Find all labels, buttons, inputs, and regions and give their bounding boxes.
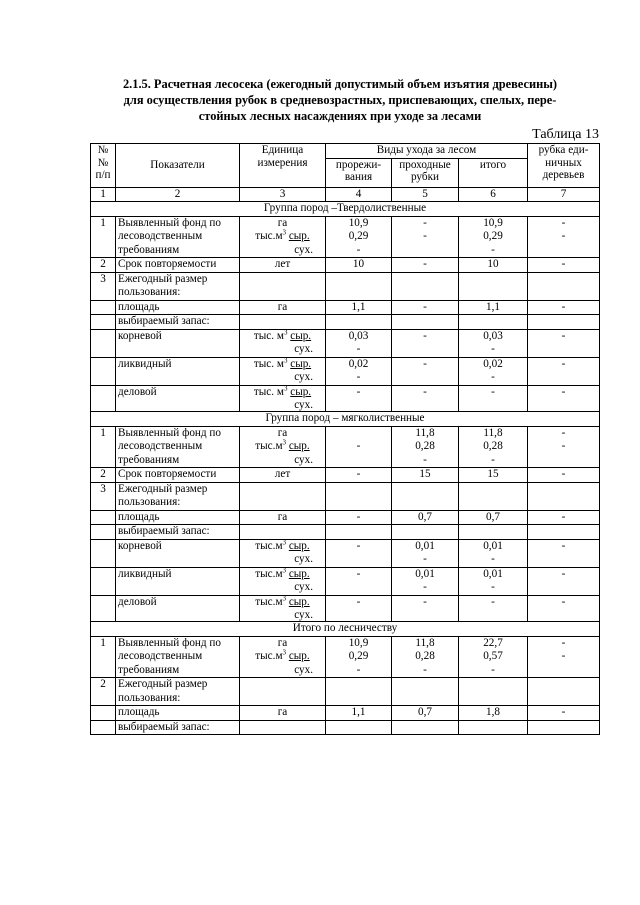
table-row: корневой тыс. $м^3$ сыр. сух. 0,03 - - 0,03 - -: [91, 329, 600, 357]
row-label: Выявленный фонд по лесоводственным требованиям: [116, 216, 240, 258]
row-unit: га $тыс.м^3$ сыр. сух.: [240, 636, 326, 678]
table-row: 1 Выявленный фонд по лесоводственным требованиям га $тыс.м^3$ сыр. сух. - 11,8 0,28 - 11,8 0,28 - - -: [91, 426, 600, 468]
table-row: ликвидный тыс. $м^3$ сыр. сух. 0,02 - - 0,02 - -: [91, 357, 600, 385]
table-row: 2 Ежегодный размер пользования:: [91, 678, 600, 706]
table-row: ликвидный $тыс.м^3$ сыр. сух. - 0,01 - 0,01 - -: [91, 567, 600, 595]
table-row: площадь га 1,1 - 1,1 -: [91, 300, 600, 315]
table-row: выбираемый запас:: [91, 525, 600, 540]
header-unit: Единица измерения: [240, 144, 326, 188]
header-passage-cutting: проходные рубки: [392, 158, 459, 187]
row-label: Выявленный фонд по лесоводственным требованиям: [116, 636, 240, 678]
group-row: Итого по лесничеству: [91, 622, 600, 637]
table-row: деловой тыс. $м^3$ сыр. сух. - - - -: [91, 385, 600, 412]
table-row: 1 Выявленный фонд по лесоводственным требованиям га $тыс.м^3$ сыр. сух. 10,9 0,29 - - - 10,9 0,29 - - -: [91, 216, 600, 258]
header-care-types: Виды ухода за лесом: [326, 144, 528, 159]
header-indicators: Показатели: [116, 144, 240, 188]
header-thinning: прорежи- вания: [326, 158, 392, 187]
heading-line: для осуществления рубок в средневозрастных, приспевающих, спелых, пере-: [123, 93, 557, 107]
heading-line: 2.1.5. Расчетная лесосека (ежегодный допустимый объем изъятия древесины): [122, 77, 558, 91]
section-heading: [80, 76, 600, 124]
row-label: Выявленный фонд по лесоводственным требованиям: [116, 426, 240, 468]
table-row: площадь га - 0,7 0,7 -: [91, 510, 600, 525]
table-row: выбираемый запас:: [91, 720, 600, 735]
table-row: деловой $тыс.м^3$ сыр. сух. - - - -: [91, 595, 600, 622]
table-row: корневой $тыс.м^3$ сыр. сух. - 0,01 - 0,01 - -: [91, 539, 600, 567]
header-single-trees: рубка еди- ничных деревьев: [528, 144, 600, 188]
row-unit: га $тыс.м^3$ сыр. сух.: [240, 426, 326, 468]
header-total: итого: [459, 158, 528, 187]
table-row: 2 Срок повторяемости лет - 15 15 -: [91, 468, 600, 483]
table-row: 3 Ежегодный размер пользования:: [91, 272, 600, 300]
table-caption: Таблица 13: [532, 127, 599, 142]
table-row: площадь га 1,1 0,7 1,8 -: [91, 706, 600, 721]
table-row: 2 Срок повторяемости лет 10 - 10 -: [91, 258, 600, 273]
group-row: Группа пород – мягколиственные: [91, 412, 600, 427]
heading-line: стойных лесных насаждениях при уходе за лесами: [198, 109, 482, 123]
group-row: Группа пород –Твердолиственные: [91, 202, 600, 217]
header-num: № № п/п: [91, 144, 116, 188]
header-row: [91, 144, 600, 159]
row-unit: га $тыс.м^3$ сыр. сух.: [240, 216, 326, 258]
felling-table: [90, 143, 600, 735]
index-row: 1 2 3 4 5 6 7: [91, 187, 600, 202]
table-row: 3 Ежегодный размер пользования:: [91, 482, 600, 510]
table-row: выбираемый запас:: [91, 315, 600, 330]
table-row: 1 Выявленный фонд по лесоводственным требованиям га $тыс.м^3$ сыр. сух. 10,9 0,29 - 11,8 0,28 - 22,7 0,57 - - -: [91, 636, 600, 678]
